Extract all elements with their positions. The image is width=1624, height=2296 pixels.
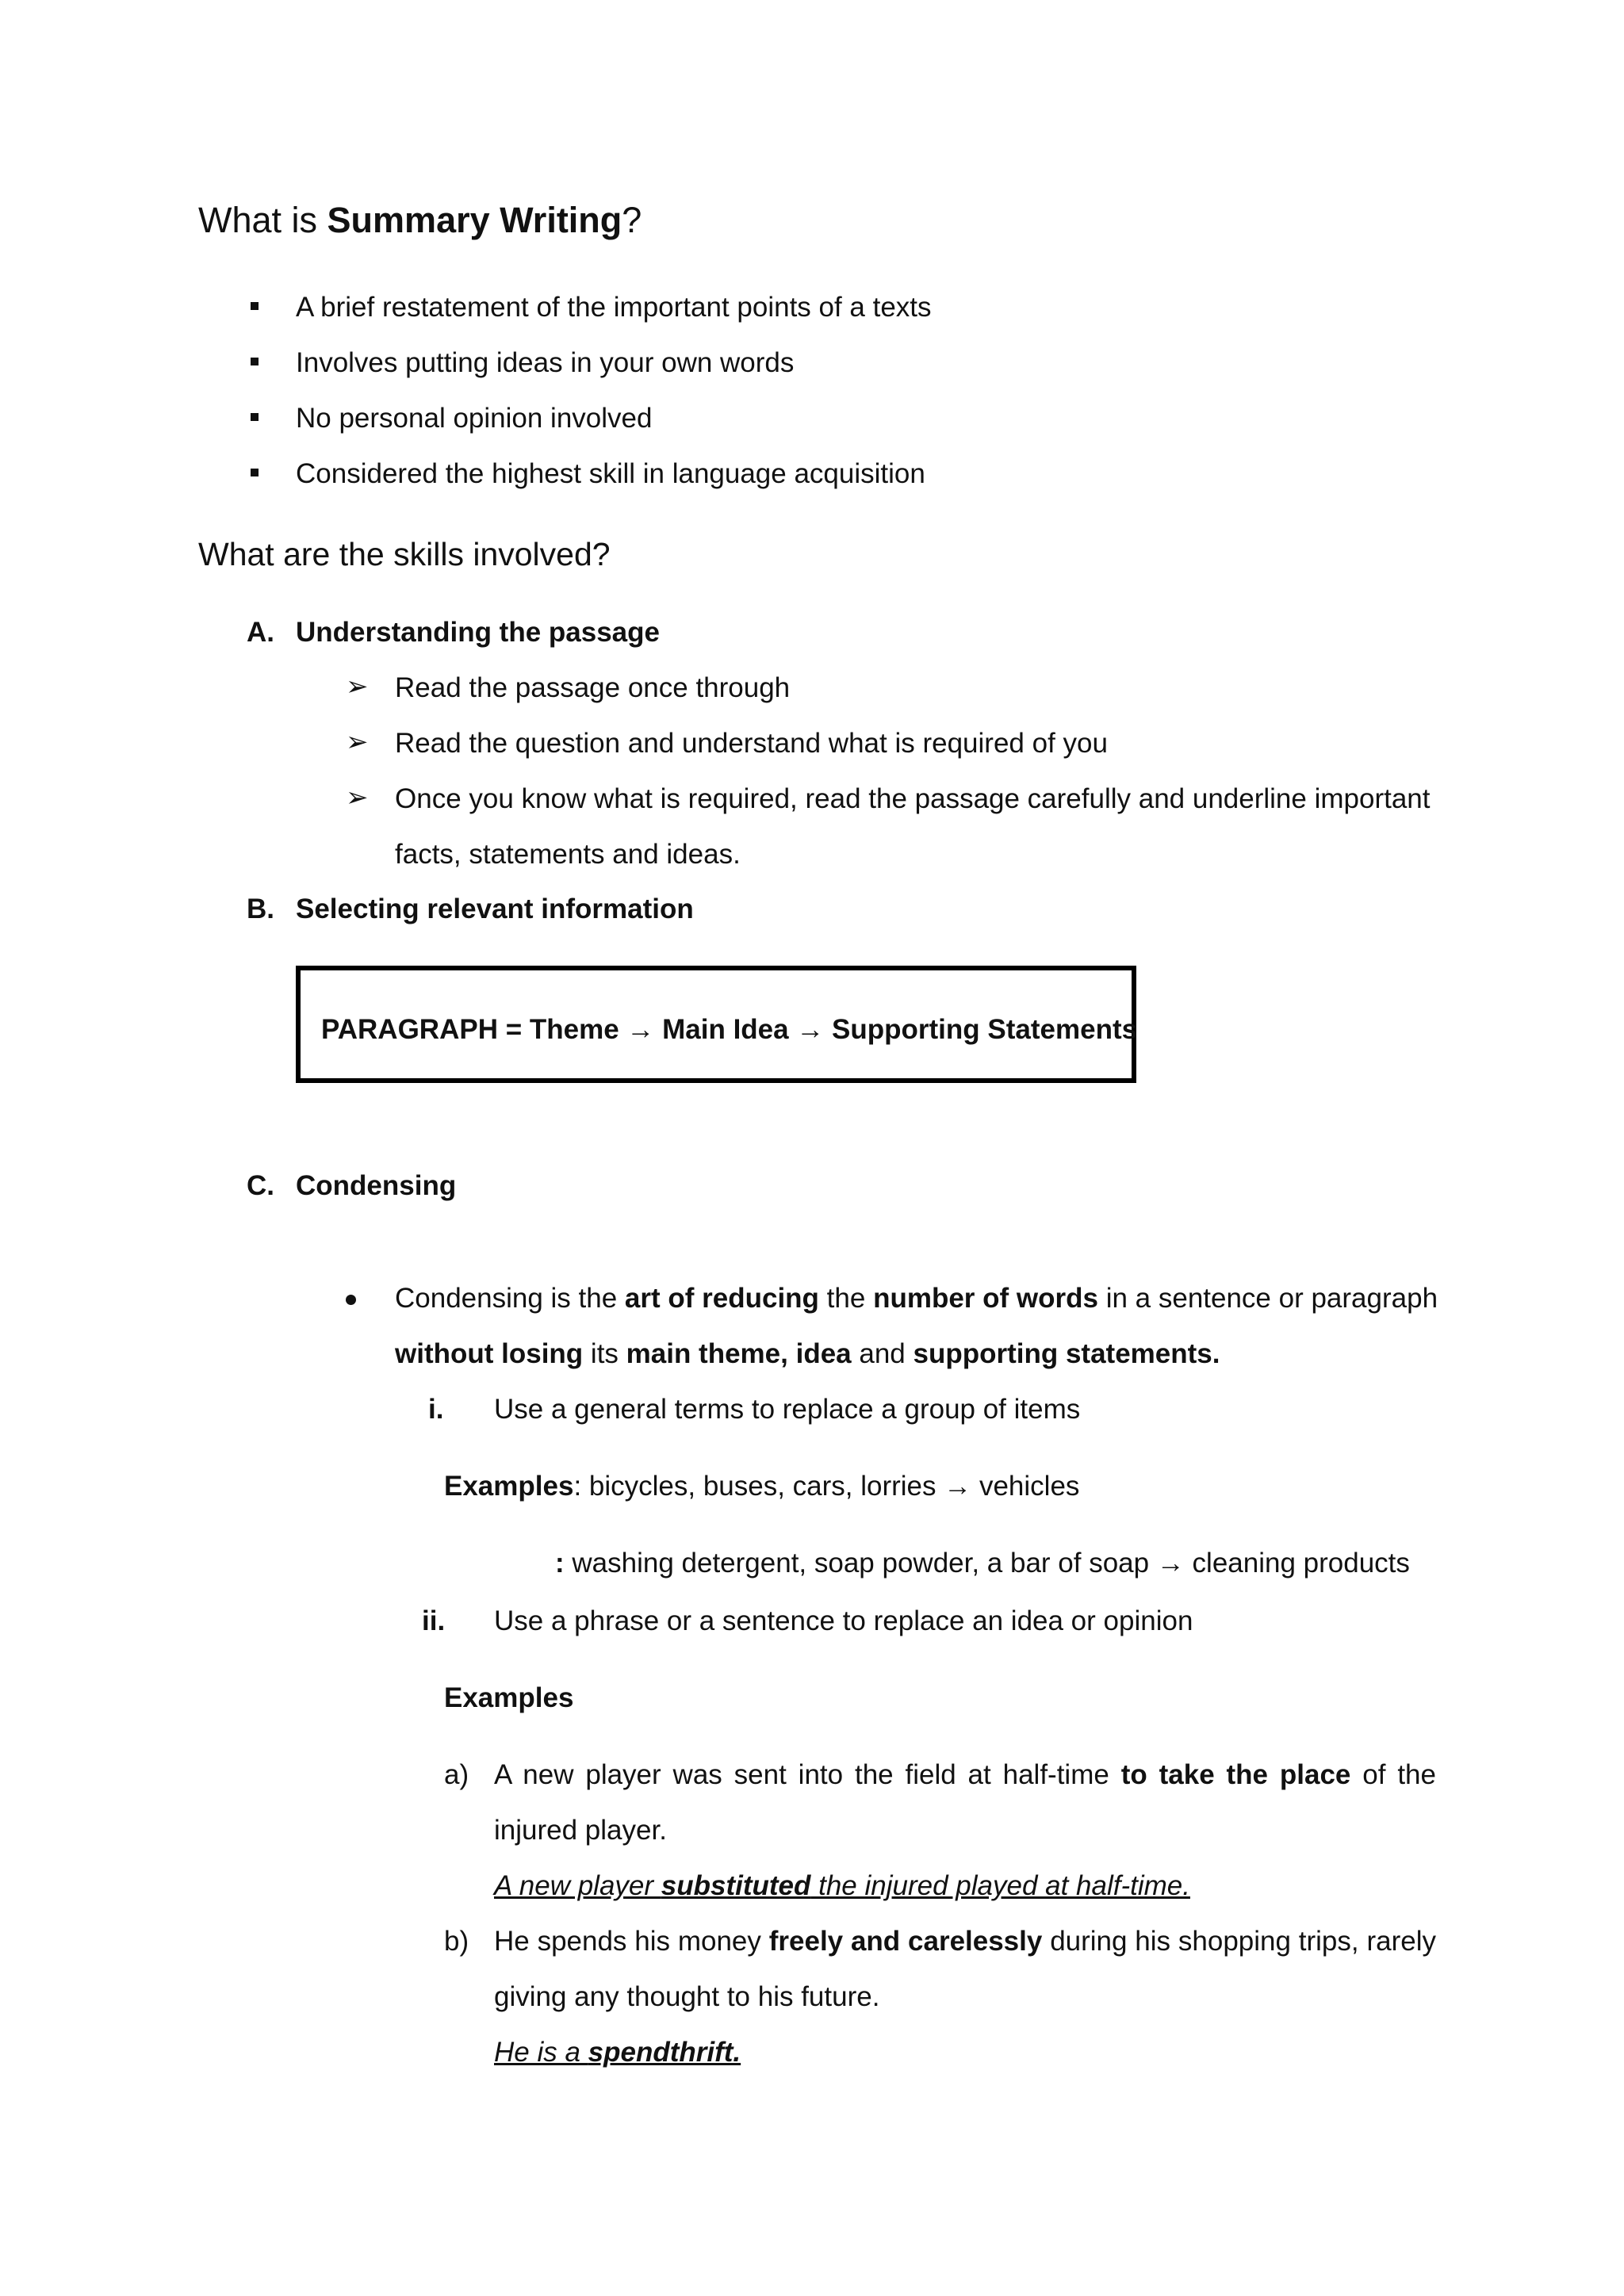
examples-label: Examples bbox=[444, 1682, 574, 1713]
list-item-continuation: facts, statements and ideas. bbox=[395, 839, 741, 870]
roman-item-text: Use a phrase or a sentence to replace an idea or opinion bbox=[494, 1605, 1193, 1636]
example-a-answer bbox=[494, 1870, 1190, 1902]
example-label: b) bbox=[444, 1926, 469, 1957]
def-bold: art of reducing bbox=[624, 1283, 819, 1314]
example-a-line1 bbox=[494, 1759, 1436, 1791]
example-text: : bicycles, buses, cars, lorries → vehicles bbox=[573, 1471, 1080, 1502]
example-label: a) bbox=[444, 1759, 469, 1790]
def-bold: number of words bbox=[873, 1283, 1098, 1314]
example-text: He spends his money bbox=[494, 1926, 761, 1957]
answer-bold: spendthrift. bbox=[588, 2037, 741, 2068]
arrow-bullet-icon: ➢ bbox=[346, 783, 369, 813]
list-item: A brief restatement of the important points of a texts bbox=[296, 292, 932, 323]
example-b-line2: giving any thought to his future. bbox=[494, 1981, 880, 2012]
square-bullet-icon bbox=[251, 469, 259, 476]
list-item: Once you know what is required, read the passage carefully and underline important bbox=[395, 783, 1431, 814]
def-text: and bbox=[851, 1338, 914, 1369]
example-bold: to take the place bbox=[1120, 1759, 1351, 1790]
section-letter: A. bbox=[247, 617, 274, 648]
def-text: in a sentence or paragraph bbox=[1097, 1283, 1438, 1314]
title-bold: Summary Writing bbox=[327, 200, 622, 240]
example-a-line2: injured player. bbox=[494, 1815, 667, 1846]
answer-text: the injured played at half-time. bbox=[810, 1870, 1190, 1901]
roman-numeral: i. bbox=[428, 1394, 444, 1425]
example-colon: : bbox=[555, 1548, 565, 1578]
list-item: Involves putting ideas in your own words bbox=[296, 347, 795, 378]
condensing-definition-line1 bbox=[395, 1283, 1436, 1314]
def-bold: main theme, idea bbox=[626, 1338, 852, 1369]
paragraph-formula-text: PARAGRAPH = Theme → Main Idea → Supporting Statements bbox=[321, 1014, 1138, 1045]
example-text: washing detergent, soap powder, a bar of soap → cleaning products bbox=[564, 1548, 1410, 1578]
section-title: Selecting relevant information bbox=[296, 894, 694, 924]
condensing-definition-line2 bbox=[395, 1338, 1220, 1370]
example-text: of the bbox=[1362, 1759, 1436, 1790]
title-prefix: What is bbox=[198, 200, 327, 240]
example-b-answer bbox=[494, 2037, 741, 2068]
example-line bbox=[555, 1548, 1410, 1579]
def-bold: supporting statements. bbox=[913, 1338, 1220, 1369]
skills-heading: What are the skills involved? bbox=[198, 536, 611, 572]
answer-text: A new player bbox=[494, 1870, 661, 1901]
example-b-line1 bbox=[494, 1926, 1436, 1957]
list-item: Considered the highest skill in language acquisition bbox=[296, 458, 925, 489]
list-item: Read the passage once through bbox=[395, 672, 791, 703]
example-text: A new player was sent into the field at half-time bbox=[494, 1759, 1109, 1790]
section-letter: C. bbox=[247, 1170, 274, 1201]
def-text: Condensing is the bbox=[395, 1283, 625, 1314]
section-title: Understanding the passage bbox=[296, 617, 660, 648]
list-item: No personal opinion involved bbox=[296, 403, 653, 434]
example-bold: freely and carelessly bbox=[768, 1926, 1043, 1957]
example-line bbox=[444, 1471, 1079, 1502]
def-text: its bbox=[583, 1338, 626, 1369]
roman-item-text: Use a general terms to replace a group of items bbox=[494, 1394, 1081, 1425]
roman-numeral: ii. bbox=[422, 1605, 446, 1636]
section-letter: B. bbox=[247, 894, 274, 924]
round-bullet-icon bbox=[346, 1295, 356, 1305]
page-title bbox=[198, 200, 642, 241]
answer-bold: substituted bbox=[661, 1870, 811, 1901]
examples-label: Examples bbox=[444, 1471, 574, 1502]
answer-text: He is a bbox=[494, 2037, 588, 2068]
arrow-bullet-icon: ➢ bbox=[346, 727, 369, 757]
square-bullet-icon bbox=[251, 413, 259, 421]
example-text: during his shopping trips, rarely bbox=[1050, 1926, 1436, 1957]
section-title: Condensing bbox=[296, 1170, 457, 1201]
def-text: the bbox=[818, 1283, 874, 1314]
title-suffix: ? bbox=[622, 200, 642, 240]
square-bullet-icon bbox=[251, 358, 259, 365]
def-bold: without losing bbox=[395, 1338, 584, 1369]
list-item: Read the question and understand what is required of you bbox=[395, 728, 1108, 759]
square-bullet-icon bbox=[251, 302, 259, 310]
arrow-bullet-icon: ➢ bbox=[346, 672, 369, 702]
